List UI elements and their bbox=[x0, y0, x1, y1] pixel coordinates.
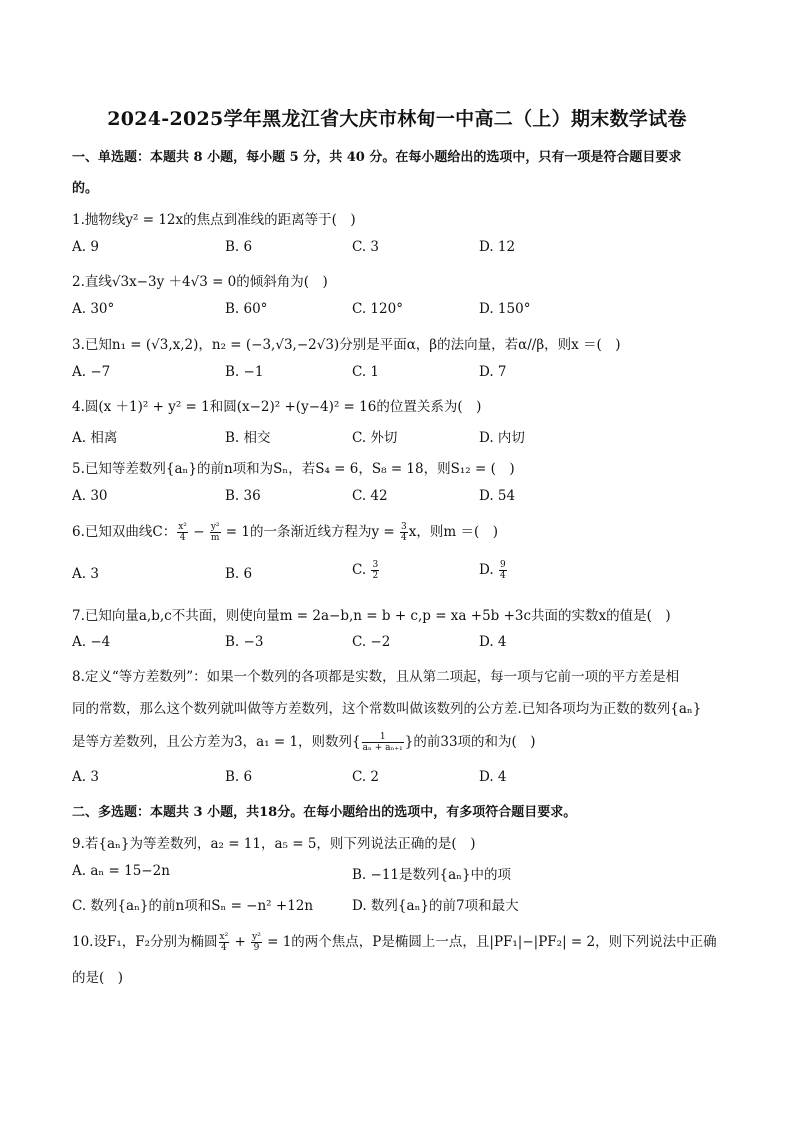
q6-option-c bbox=[352, 560, 380, 581]
q1-option-b: B. 6 bbox=[225, 239, 253, 255]
q5-option-b: B. 36 bbox=[225, 488, 261, 504]
q10-frac2-den: 9 bbox=[253, 943, 260, 953]
q6-option-c-label: C. bbox=[352, 562, 371, 578]
q2-option-d: D. 150° bbox=[479, 301, 531, 317]
q3-option-c: C. 1 bbox=[352, 364, 380, 380]
q6-option-c-fraction bbox=[371, 560, 379, 581]
q6-option-d-num: 9 bbox=[499, 560, 506, 570]
q10-line1-post: = 1的两个焦点，P是椭圆上一点，且|PF₁|−|PF₂| = 2，则下列说法中正确 bbox=[262, 934, 717, 950]
q6-option-d-den: 4 bbox=[499, 571, 506, 581]
q4-option-d: D. 内切 bbox=[479, 430, 525, 446]
q1-option-c: C. 3 bbox=[352, 239, 380, 255]
q7-option-d: D. 4 bbox=[479, 634, 507, 650]
q9-option-d: D. 数列{aₙ}的前7项和最大 bbox=[352, 898, 519, 914]
q6-stem-post: x，则m ＝( ) bbox=[408, 524, 499, 540]
q10-plus: + bbox=[230, 934, 251, 950]
q6-option-d bbox=[479, 560, 508, 581]
page-title: 2024-2025学年黑龙江省大庆市林甸一中高二（上）期末数学试卷 bbox=[107, 108, 687, 130]
q8-frac-num: 1 bbox=[362, 732, 404, 743]
q10-frac1-den: 4 bbox=[221, 943, 227, 953]
q6-frac3-num: 3 bbox=[401, 522, 407, 532]
q6-frac3-den: 4 bbox=[401, 533, 407, 543]
q6-option-c-num: 3 bbox=[372, 560, 379, 570]
q3-option-b: B. −1 bbox=[225, 364, 264, 380]
q4-stem: 4.圆(x ＋1)² + y² = 1和圆(x−2)² +(y−4)² = 16的位置关系为( ) bbox=[72, 399, 482, 415]
q10-line2: 的是( ) bbox=[72, 970, 124, 986]
q10-frac1-num: x² bbox=[219, 932, 229, 942]
q6-option-a: A. 3 bbox=[72, 566, 99, 582]
q6-option-d-label: D. bbox=[479, 562, 498, 578]
q6-frac1-num: x² bbox=[178, 522, 187, 532]
q6-option-c-den: 2 bbox=[372, 571, 379, 581]
q3-option-d: D. 7 bbox=[479, 364, 507, 380]
q4-option-c: C. 外切 bbox=[352, 430, 398, 446]
q4-option-a: A. 相离 bbox=[72, 430, 118, 446]
q8-line1: 8.定义“等方差数列”：如果一个数列的各项都是实数，且从第二项起，每一项与它前一项的平方差是相 bbox=[72, 669, 680, 685]
section1-header-line1: 一、单选题：本题共 8 小题，每小题 5 分，共 40 分。在每小题给出的选项中，只有一项是符合题目要求 bbox=[72, 150, 682, 165]
q9-stem: 9.若{aₙ}为等差数列，a₂ = 11，a₅ = 5，则下列说法正确的是( ) bbox=[72, 836, 476, 852]
q6-stem bbox=[72, 520, 498, 543]
q7-option-b: B. −3 bbox=[225, 634, 264, 650]
q3-option-a: A. −7 bbox=[72, 364, 111, 380]
q2-option-c: C. 120° bbox=[352, 301, 403, 317]
q6-stem-pre: 6.已知双曲线C： bbox=[72, 524, 177, 540]
q1-stem: 1.抛物线y² = 12x的焦点到准线的距离等于( ) bbox=[72, 212, 356, 228]
q1-option-a: A. 9 bbox=[72, 239, 99, 255]
q7-stem: 7.已知向量a,b,c不共面，则使向量m = 2a−b,n = b + c,p = xa +5b +3c共面的实数x的值是( ) bbox=[72, 608, 671, 624]
q7-option-a: A. −4 bbox=[72, 634, 111, 650]
q9-option-c: C. 数列{aₙ}的前n项和Sₙ = −n² +12n bbox=[72, 898, 314, 914]
q8-option-b: B. 6 bbox=[225, 769, 253, 785]
q5-option-c: C. 42 bbox=[352, 488, 388, 504]
q2-option-b: B. 60° bbox=[225, 301, 268, 317]
q8-line3-post: }的前33项的和为( ) bbox=[404, 734, 536, 750]
q10-line1 bbox=[72, 930, 717, 953]
q10-frac2-num: y² bbox=[252, 932, 261, 942]
q6-stem-mid: = 1的一条渐近线方程为y = bbox=[221, 524, 400, 540]
q2-option-a: A. 30° bbox=[72, 301, 115, 317]
q8-line2: 同的常数，那么这个数列就叫做等方差数列，这个常数叫做该数列的公方差.已知各项均为正数的数列{aₙ} bbox=[72, 701, 702, 717]
q3-stem: 3.已知n₁ = (√3,x,2)，n₂ = (−3,√3,−2√3)分别是平面α，β的法向量，若α//β，则x ＝( ) bbox=[72, 337, 621, 353]
q8-line3 bbox=[72, 730, 536, 753]
q5-option-a: A. 30 bbox=[72, 488, 108, 504]
q8-frac-den: aₙ + aₙ₊₁ bbox=[362, 743, 403, 753]
q2-stem: 2.直线√3x−3y ＋4√3 = 0的倾斜角为( ) bbox=[72, 274, 328, 290]
q10-fraction-x bbox=[219, 932, 230, 953]
q6-fraction-x bbox=[177, 522, 188, 543]
q8-option-d: D. 4 bbox=[479, 769, 507, 785]
q9-option-a: A. aₙ = 15−2n bbox=[72, 863, 170, 879]
q10-fraction-y bbox=[251, 932, 262, 953]
q7-option-c: C. −2 bbox=[352, 634, 391, 650]
q6-frac2-num: y² bbox=[210, 522, 220, 532]
q6-frac2-den: m bbox=[210, 533, 220, 543]
q6-fraction-slope bbox=[400, 522, 408, 543]
q10-line1-pre: 10.设F₁，F₂分别为椭圆 bbox=[72, 934, 218, 950]
q5-option-d: D. 54 bbox=[479, 488, 516, 504]
q6-frac1-den: 4 bbox=[179, 533, 186, 543]
q1-option-d: D. 12 bbox=[479, 239, 516, 255]
q8-option-c: C. 2 bbox=[352, 769, 380, 785]
q9-option-b: B. −11是数列{aₙ}中的项 bbox=[352, 867, 512, 883]
q4-option-b: B. 相交 bbox=[225, 430, 271, 446]
q8-fraction bbox=[362, 732, 404, 753]
section1-header-line2: 的。 bbox=[72, 181, 99, 196]
q6-option-b: B. 6 bbox=[225, 566, 253, 582]
q8-option-a: A. 3 bbox=[72, 769, 99, 785]
q6-option-d-fraction bbox=[499, 560, 507, 581]
q8-line3-pre: 是等方差数列，且公方差为3，a₁ = 1，则数列{ bbox=[72, 734, 361, 750]
q6-fraction-y bbox=[210, 522, 221, 543]
q6-minus: − bbox=[188, 524, 209, 540]
q5-stem: 5.已知等差数列{aₙ}的前n项和为Sₙ，若S₄ = 6，S₈ = 18，则S₁₂ = ( ) bbox=[72, 461, 515, 477]
section2-header: 二、多选题：本题共 3 小题，共18分。在每小题给出的选项中，有多项符合题目要求。 bbox=[72, 805, 577, 820]
